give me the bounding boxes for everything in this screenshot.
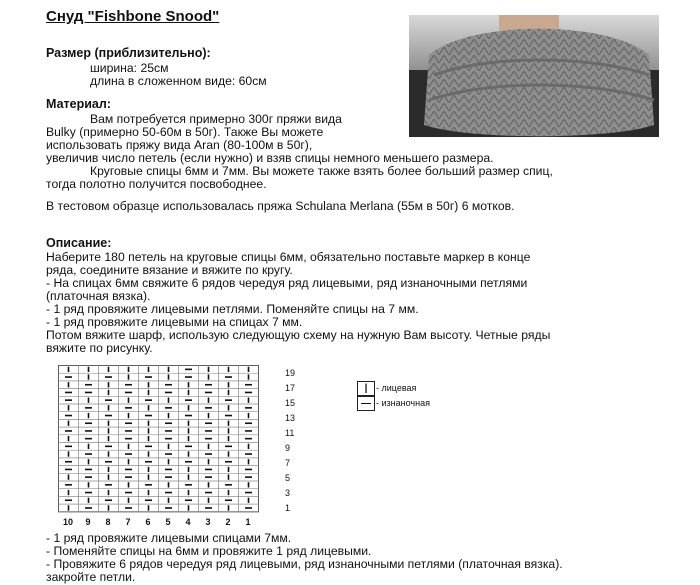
column-label: 2: [225, 517, 231, 527]
knitting-chart: [58, 365, 268, 515]
column-label: 1: [245, 517, 251, 527]
column-label: 9: [85, 517, 91, 527]
description-line: ряда, соедините вязание и вяжите по кругу.: [46, 263, 293, 277]
size-heading: Размер (приблизительно):: [46, 46, 211, 60]
material-line: увеличив число петель (если нужно) и взяв спицы немного меньшего размера.: [46, 151, 494, 165]
column-label: 8: [105, 517, 111, 527]
finish-line: - Провяжите 6 рядов чередуя ряд лицевыми, ряд изнаночными петлями (платочная вязка).: [46, 557, 563, 571]
row-label: 17: [285, 383, 296, 393]
row-label: 5: [285, 473, 291, 483]
column-label: 5: [165, 517, 171, 527]
row-label: 15: [285, 398, 296, 408]
row-label: 7: [285, 458, 291, 468]
size-width: ширина: 25см: [90, 61, 169, 75]
description-line: Наберите 180 петель на круговые спицы 6мм, обязательно поставьте маркер в конце: [46, 250, 531, 264]
document-title: Снуд "Fishbone Snood": [46, 8, 220, 25]
material-line: тогда полотно получится посвободнее.: [46, 177, 267, 191]
snood-photo: [409, 15, 659, 137]
finish-line: - Поменяйте спицы на 6мм и провяжите 1 ряд лицевыми.: [46, 544, 372, 558]
description-line: - 1 ряд провяжите лицевыми на спицах 7 мм.: [46, 315, 303, 329]
knit-stitch-symbol: |: [357, 381, 375, 396]
purl-stitch-label: - изнаночная: [376, 398, 430, 408]
row-label: 19: [285, 368, 296, 378]
description-line: - 1 ряд провяжите лицевыми петлями. Поменяйте спицы на 7 мм.: [46, 302, 419, 316]
description-line: - На спицах 6мм свяжите 6 рядов чередуя ряд лицевыми, ряд изнаночными петлями: [46, 276, 528, 290]
description-heading: Описание:: [46, 236, 112, 250]
column-label: 3: [205, 517, 211, 527]
test-sample-line: В тестовом образце использовалась пряжа Schulana Merlana (55м в 50г) 6 мотков.: [46, 199, 515, 213]
finish-line: - 1 ряд провяжите лицевыми спицами 7мм.: [46, 531, 292, 545]
row-label: 9: [285, 443, 291, 453]
row-label: 1: [285, 503, 291, 513]
size-length: длина в сложенном виде: 60см: [90, 74, 267, 88]
material-line: Bulky (примерно 50-60м в 50г). Также Вы можете: [46, 125, 324, 139]
description-line: вяжите по рисунку.: [46, 341, 153, 355]
row-label: 3: [285, 488, 291, 498]
row-label: 11: [285, 428, 295, 438]
material-line: Вам потребуется примерно 300г пряжи вида: [90, 112, 342, 126]
column-label: 4: [185, 517, 191, 527]
knit-stitch-label: - лицевая: [376, 383, 417, 393]
column-label: 10: [62, 517, 73, 527]
purl-stitch-symbol: —: [357, 396, 375, 411]
row-label: 13: [285, 413, 296, 423]
description-line: (платочная вязка).: [46, 289, 151, 303]
description-line: Потом вяжите шарф, использую следующую схему на нужную Вам высоту. Четные ряды: [46, 328, 551, 342]
finish-line: закройте петли.: [46, 570, 136, 584]
material-heading: Материал:: [46, 97, 111, 111]
material-line: Круговые спицы 6мм и 7мм. Вы можете также взять более больший размер спиц,: [90, 164, 553, 178]
column-label: 7: [125, 517, 131, 527]
material-line: использовать пряжу вида Aran (80-100м в 50г),: [46, 138, 313, 152]
column-label: 6: [145, 517, 151, 527]
